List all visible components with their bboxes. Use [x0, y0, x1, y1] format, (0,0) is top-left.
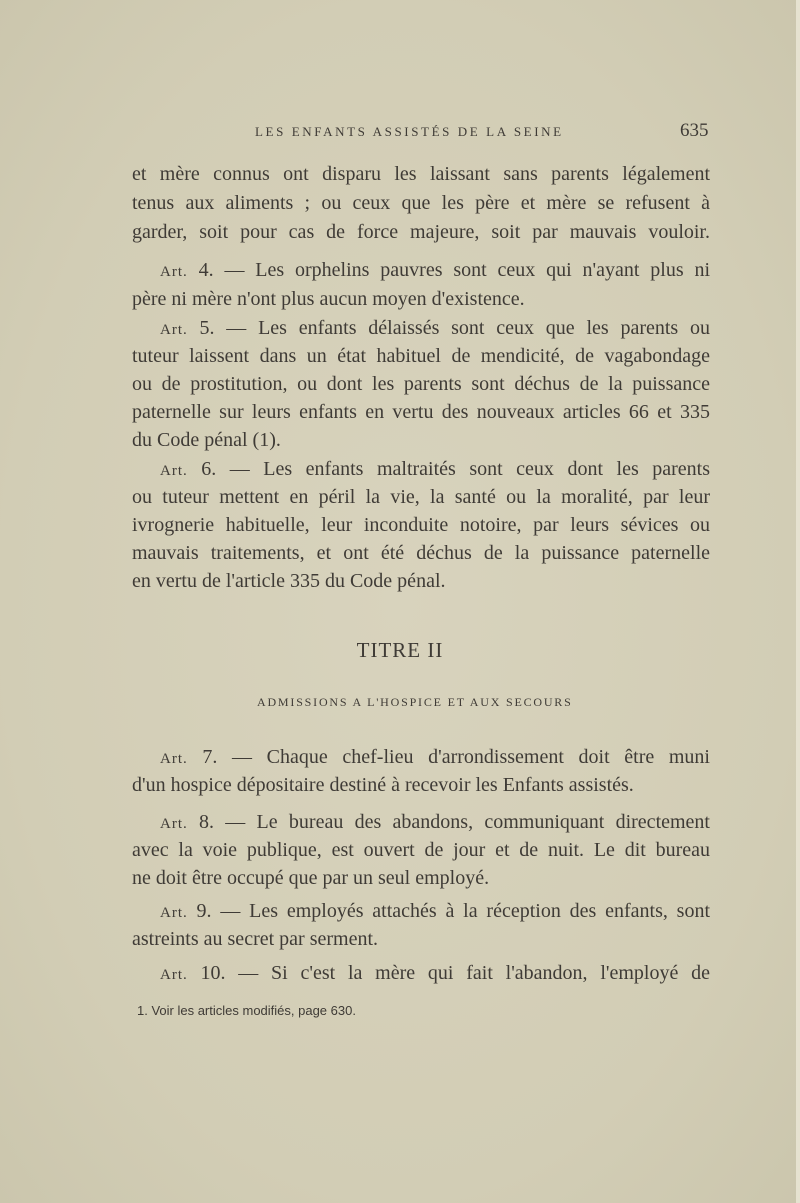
- text-line: d'un hospice dépositaire destiné à recevoir les Enfants assistés.: [132, 774, 634, 796]
- text-line: ivrognerie habituelle, leur inconduite notoire, par leurs sévices ou: [132, 514, 710, 536]
- text-line: ne doit être occupé que par un seul employé.: [132, 867, 490, 889]
- text-line: père ni mère n'ont plus aucun moyen d'existence.: [132, 288, 525, 310]
- text-line: ou de prostitution, ou dont les parents sont déchus de la puissance: [132, 373, 710, 395]
- page-edge: [796, 0, 800, 1203]
- article-6-first-line: [160, 455, 710, 485]
- article-10-first-line: [160, 959, 710, 989]
- article-7-first-line: [160, 743, 710, 773]
- article-label: Art.: [160, 905, 188, 921]
- text-line: ou tuteur mettent en péril la vie, la santé ou la moralité, par leur: [132, 486, 710, 508]
- text-line: et mère connus ont disparu les laissant sans parents légalement: [132, 163, 710, 185]
- article-9-first-line: [160, 897, 710, 927]
- text-line: avec la voie publique, est ouvert de jour et de nuit. Le dit bureau: [132, 839, 710, 861]
- article-text: 10. — Si c'est la mère qui fait l'abandon, l'employé de: [187, 962, 710, 984]
- article-5-first-line: [160, 314, 710, 344]
- section-title: TITRE II: [356, 638, 444, 662]
- article-label: Art.: [160, 264, 188, 280]
- page-number: 635: [680, 120, 709, 141]
- article-label: Art.: [160, 751, 188, 767]
- text-line: mauvais traitements, et ont été déchus de la puissance paternelle: [132, 542, 710, 564]
- footnote: 1. Voir les articles modifiés, page 630.: [137, 1003, 356, 1018]
- article-label: Art.: [160, 816, 188, 832]
- text-line: astreints au secret par serment.: [132, 928, 379, 950]
- text-line: du Code pénal (1).: [132, 429, 281, 451]
- article-text: 6. — Les enfants maltraités sont ceux dont les parents: [187, 458, 710, 480]
- text-line: paternelle sur leurs enfants en vertu des nouveaux articles 66 et 335: [132, 401, 710, 423]
- text-line: garder, soit pour cas de force majeure, soit par mauvais vouloir.: [132, 221, 710, 243]
- text-line: en vertu de l'article 335 du Code pénal.: [132, 570, 446, 592]
- running-title: LES ENFANTS ASSISTÉS DE LA SEINE: [255, 124, 564, 139]
- article-text: 7. — Chaque chef-lieu d'arrondissement doit être muni: [187, 746, 710, 768]
- article-label: Art.: [160, 322, 188, 338]
- article-label: Art.: [160, 463, 188, 479]
- article-text: 9. — Les employés attachés à la réception des enfants, sont: [187, 900, 710, 922]
- article-8-first-line: [160, 808, 710, 838]
- text-line: tenus aux aliments ; ou ceux que les père et mère se refusent à: [132, 192, 710, 214]
- text-line: tuteur laissent dans un état habituel de mendicité, de vagabondage: [132, 345, 710, 367]
- article-text: 4. — Les orphelins pauvres sont ceux qui n'ayant plus ni: [187, 259, 710, 281]
- article-text: 5. — Les enfants délaissés sont ceux que les parents ou: [187, 317, 710, 339]
- article-text: 8. — Le bureau des abandons, communiquant directement: [187, 811, 710, 833]
- section-subtitle: ADMISSIONS A L'HOSPICE ET AUX SECOURS: [257, 695, 573, 709]
- article-4-first-line: [160, 256, 710, 286]
- article-label: Art.: [160, 967, 188, 983]
